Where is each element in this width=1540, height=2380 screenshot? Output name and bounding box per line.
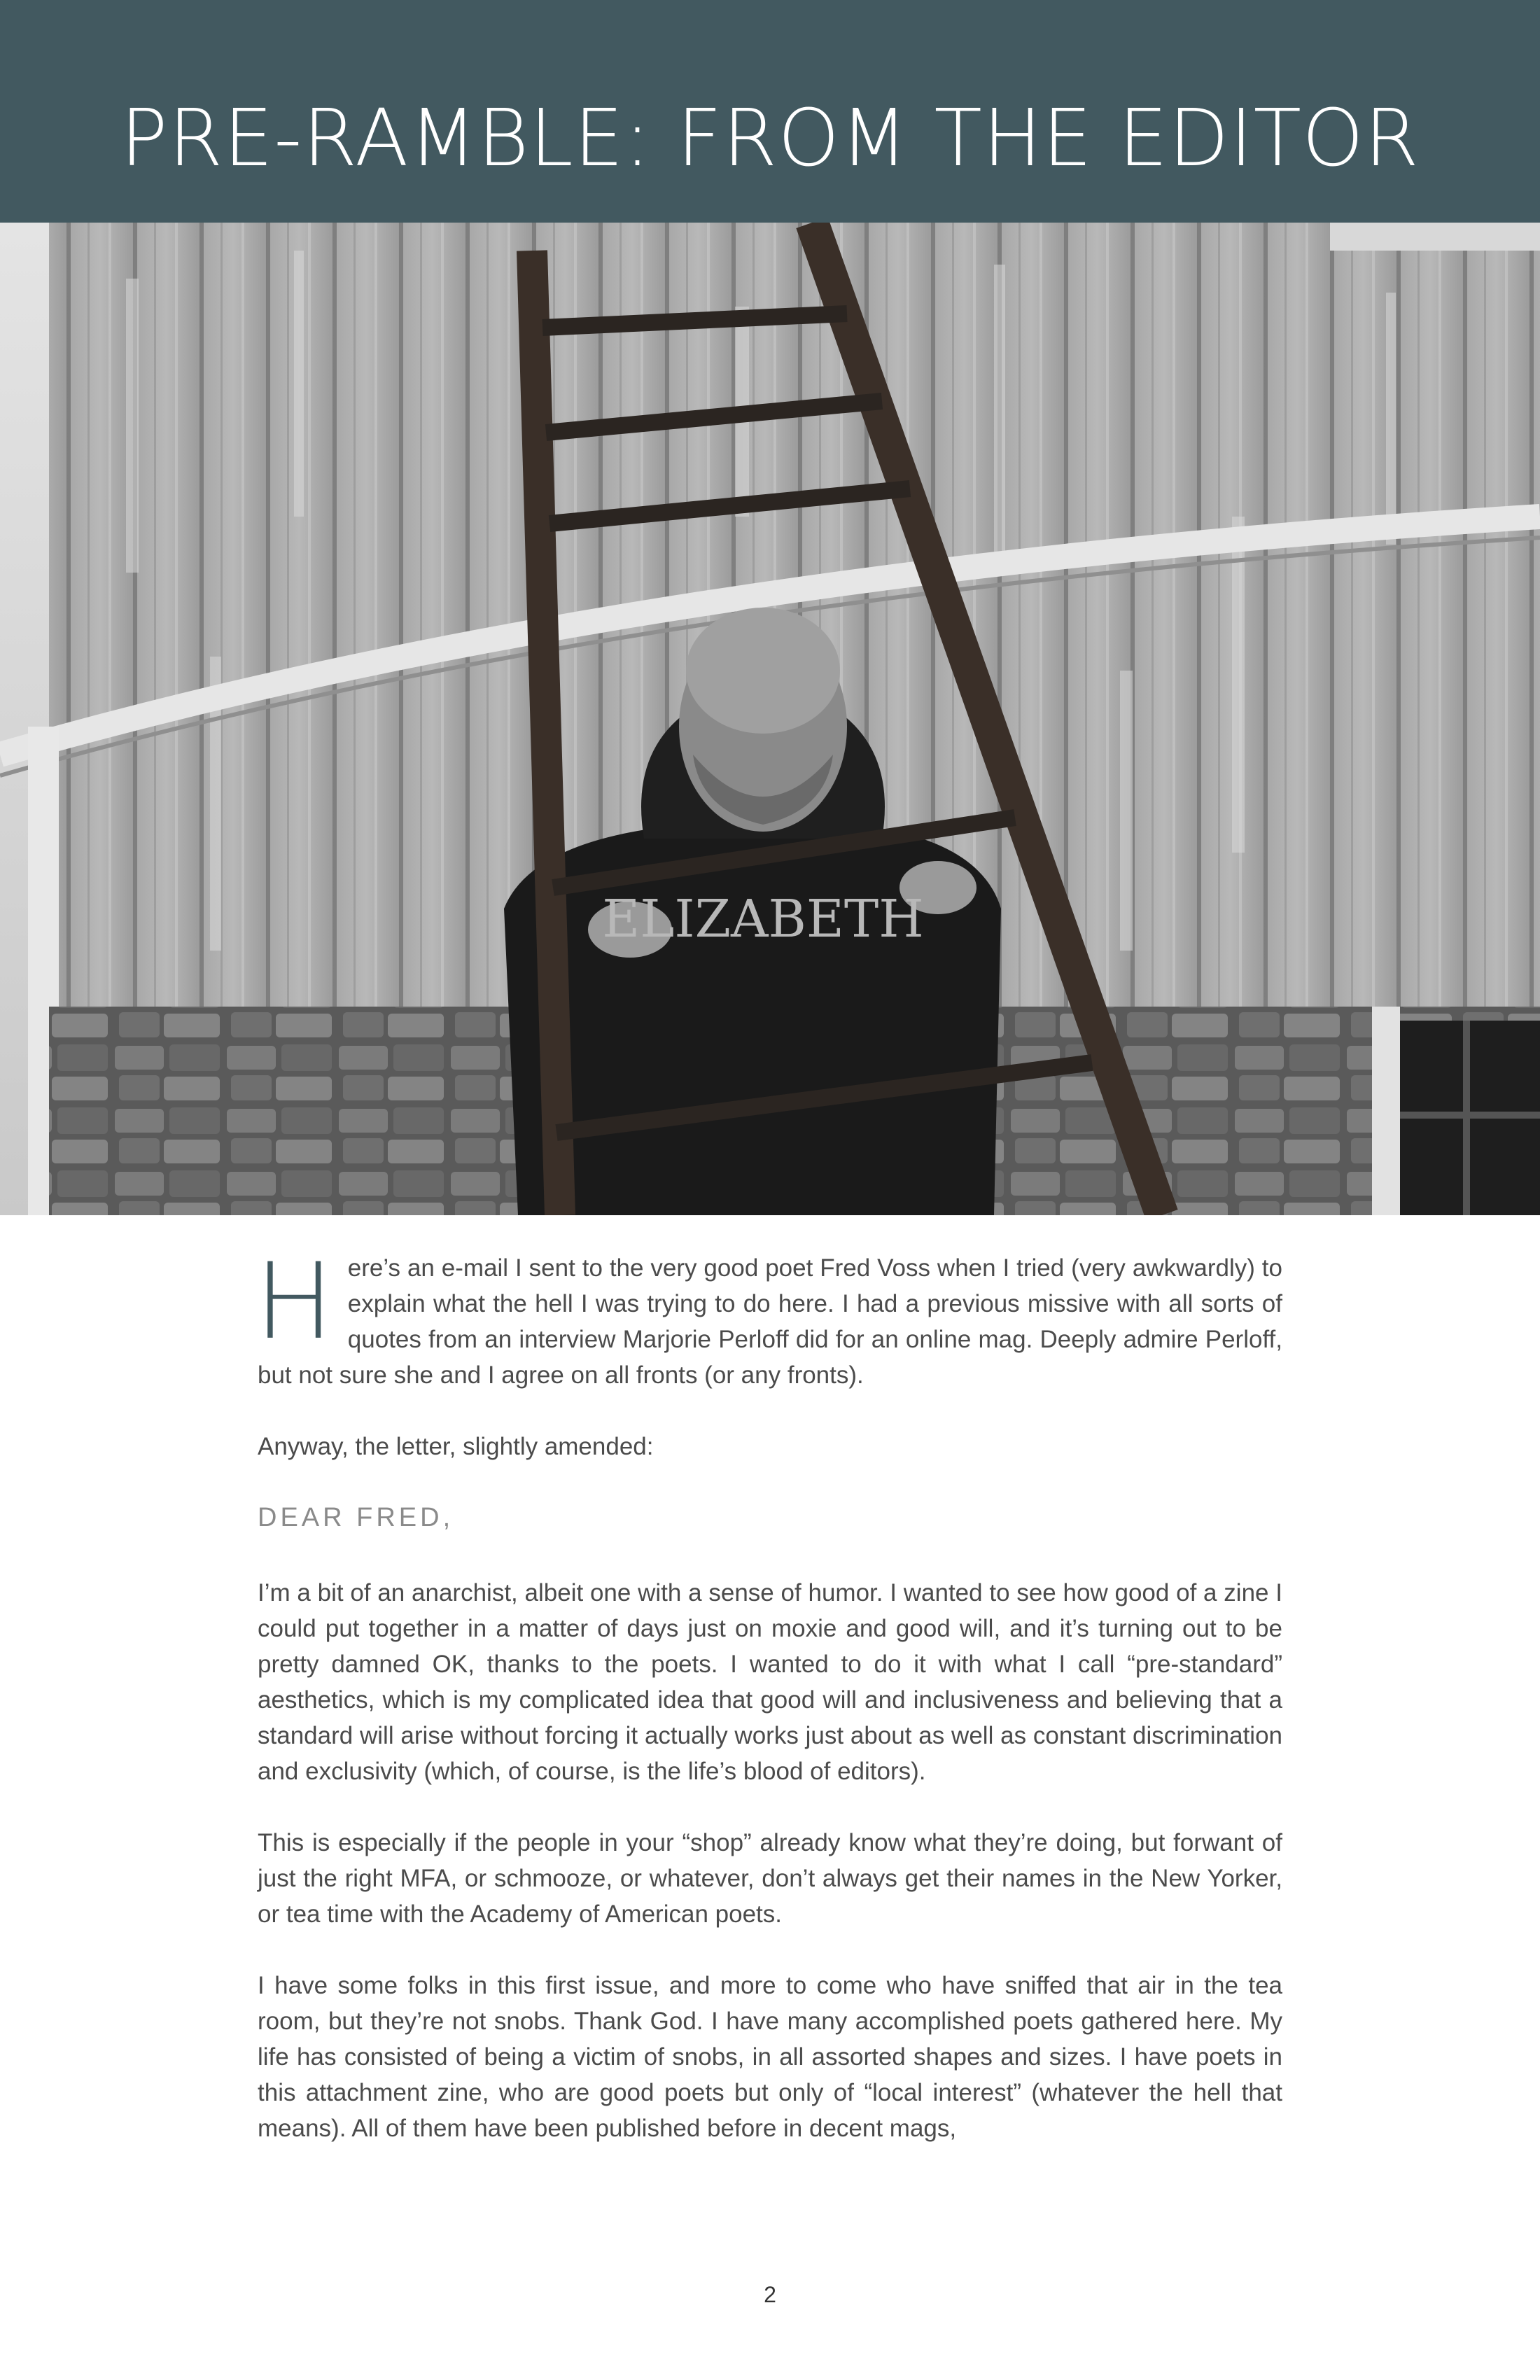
- lead-in: Anyway, the letter, slightly amended:: [258, 1433, 654, 1460]
- editor-photo: [0, 223, 1540, 1215]
- intro-paragraph: [255, 1241, 1282, 1393]
- letter-paragraph: I have some folks in this first issue, and more to come who have sniffed that air in the tea room, but they’re not snobs. Thank God. I have many accomplished poets gathered here. My life has consisted of being a victim of snobs, in all assorted shapes and sizes. I have poets in this attachment zine, who are good poets but only of “local interest” (whatever the hell that means). All of them have been published before in decent mags,: [258, 1972, 1282, 2142]
- intro-text: ere’s an e-mail I sent to the very good poet Fred Voss when I tried (very awkwardly) to explain what the hell I was trying to do here. I had a previous missive with all sorts of quotes from an interview Marjorie Perloff did for an online mag. Deeply admire Perloff, but not sure she and I agree on all fronts (or any fronts).: [258, 1254, 1282, 1389]
- page-number: 2: [764, 2282, 776, 2307]
- dropcap: H: [255, 1241, 334, 1363]
- letter-paragraph: This is especially if the people in your “shop” already know what they’re doing, but forwant of just the right MFA, or schmooze, or whatever, don’t always get their names in the New Yorker, or tea time with the Academy of American poets.: [258, 1829, 1282, 1928]
- article-body: [255, 1241, 1282, 2182]
- page-title: PRE-RAMBLE: FROM THE EDITOR: [120, 93, 1420, 184]
- sweatshirt-text: ELIZABETH: [602, 889, 924, 949]
- letter-paragraph: I’m a bit of an anarchist, albeit one with a sense of humor. I wanted to see how good of a zine I could put together in a matter of days just on moxie and good will, and it’s turning out to be pretty damned OK, thanks to the poets. I wanted to do it with what I call “pre-standard” aesthetics, which is my complicated idea that good will and inclusiveness and believing that a standard will arise without forcing it actually works just about as well as constant discrimination and exclusivity (which, of course, is the life’s blood of editors).: [258, 1579, 1282, 1785]
- salutation: DEAR FRED,: [258, 1503, 454, 1532]
